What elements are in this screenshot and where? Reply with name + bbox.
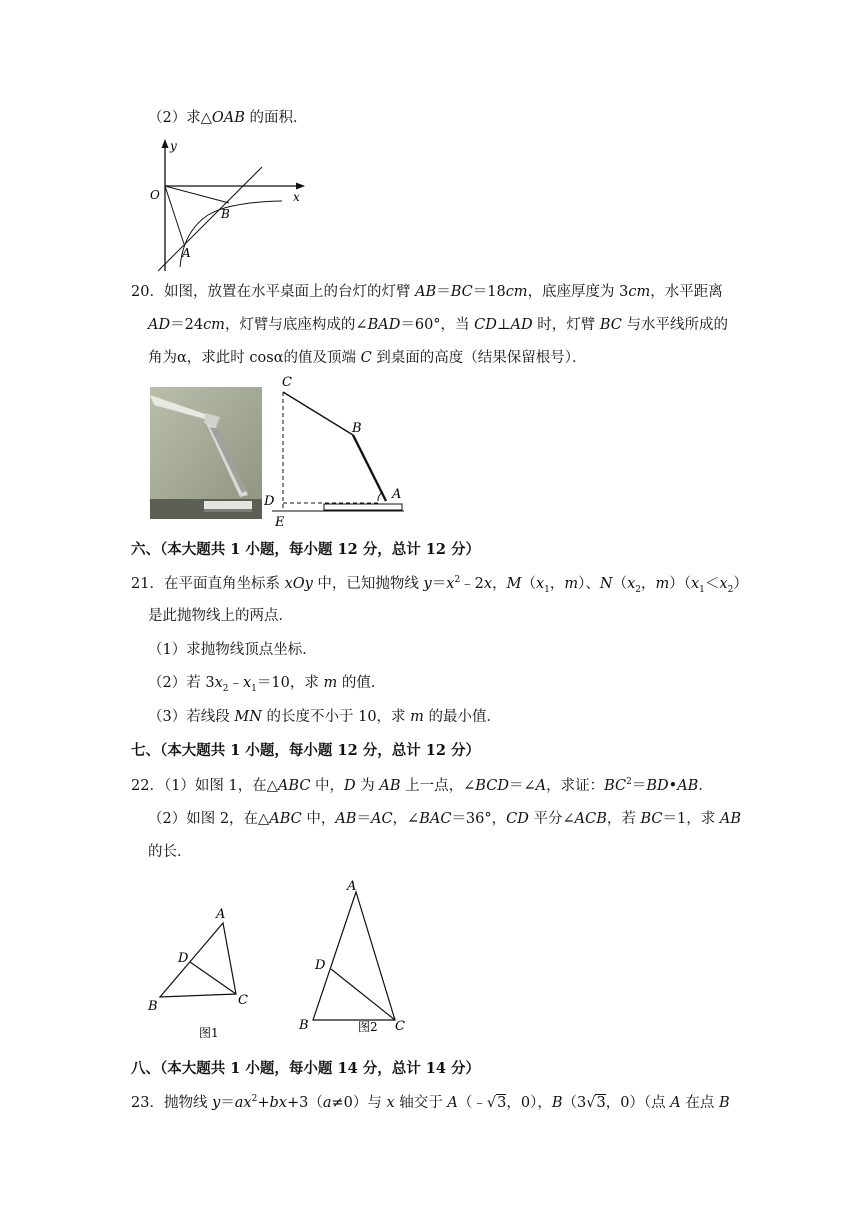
q23-line1: 23．抛物线 $y=ax^2+bx+3(a\ne 0)$与 x 轴交于 A（﹣√3，0），B（3√3，0）（点 A 在点 B — [131, 1094, 730, 1111]
figure-22-2 — [293, 876, 423, 1041]
section-8-heading: 八、（本大题共 1 小题，每小题 14 分，总计 14 分） — [131, 1060, 480, 1077]
q20-line3: 角为α，求此时 cosα的值及顶端 C 到桌面的高度（结果保留根号）． — [148, 350, 587, 366]
fig22b-label-c: C — [395, 1019, 405, 1034]
q22-line1: 22．（1）如图 1，在△ABC 中，D 为 AB 上一点，∠BCD＝∠A，求证：$BC^2=BD•AB$． — [131, 777, 713, 794]
fig20-label-b: B — [352, 421, 362, 436]
fig20-label-e: E — [275, 515, 285, 530]
fig19-label-y: y — [170, 139, 177, 153]
q20-line2: AD＝24cm，灯臂与底座构成的∠BAD＝60°，当 CD⊥AD 时，灯臂 BC 与水平线所成的 — [148, 317, 729, 333]
fig22a-label-d: D — [178, 951, 189, 966]
q21-line1: 21．在平面直角坐标系 xOy 中，已知抛物线 $y=x^2﹣2x$，$M(x_1$，m）、$N(x_2$，$m)(x_1<x_2)$ — [131, 575, 748, 595]
q21-part3: （3）若线段 MN 的长度不小于 10，求 m 的最小值． — [148, 709, 502, 725]
segment-cd-1 — [190, 962, 236, 994]
fig19-label-o: O — [150, 188, 160, 202]
section-6-heading: 六、（本大题共 1 小题，每小题 12 分，总计 12 分） — [131, 541, 480, 558]
fig20-label-d: D — [264, 494, 275, 509]
fig22a-label-a: A — [216, 907, 226, 922]
q19-part2: （2）求△OAB 的面积． — [148, 110, 308, 126]
fig22b-label-a: A — [347, 879, 357, 894]
fig19-label-b: B — [221, 207, 230, 221]
y-axis-arrow — [162, 139, 169, 148]
q21-line2: 是此抛物线上的两点． — [148, 608, 293, 624]
q21-part1: （1）求抛物线顶点坐标． — [148, 642, 317, 658]
fig22a-label-c: C — [238, 993, 248, 1008]
x-axis-arrow — [296, 183, 305, 190]
figure-20-lamp-diagram — [258, 372, 418, 530]
arm-ba — [353, 435, 386, 501]
segment-oa — [165, 186, 184, 244]
q22-line3: 的长． — [148, 844, 192, 860]
figure-22-1 — [140, 900, 270, 1045]
q20-line1: 20．如图，放置在水平桌面上的台灯的灯臂 AB＝BC＝18cm，底座厚度为 3cm，水平距离 — [131, 284, 723, 300]
fig22b-caption: 图2 — [358, 1020, 378, 1034]
line-ab — [158, 167, 262, 271]
fig22a-label-b: B — [148, 999, 158, 1014]
desk-lamp-photo — [150, 387, 262, 519]
segment-ob — [165, 186, 229, 203]
figure-19-graph — [140, 135, 315, 275]
fig20-label-a: A — [392, 487, 402, 502]
fig19-label-x: x — [293, 190, 300, 204]
q21-part2: （2）若 $3x_2﹣x_1=10$，求 m 的值． — [148, 675, 386, 694]
section-7-heading: 七、（本大题共 1 小题，每小题 12 分，总计 12 分） — [131, 742, 480, 759]
fig22a-caption: 图1 — [199, 1026, 219, 1040]
lamp-base — [324, 504, 402, 510]
segment-cd-2 — [331, 969, 395, 1020]
fig22b-label-d: D — [315, 958, 326, 973]
q22-line2: （2）如图 2，在△ABC 中，AB＝AC，∠BAC＝36°，CD 平分∠ACB，若 BC＝1，求 AB — [148, 811, 741, 827]
fig20-label-c: C — [282, 375, 292, 390]
fig19-label-a: A — [182, 246, 191, 260]
triangle-abc-2 — [313, 892, 395, 1020]
arm-cb — [283, 392, 353, 435]
fig22b-label-b: B — [299, 1018, 309, 1033]
